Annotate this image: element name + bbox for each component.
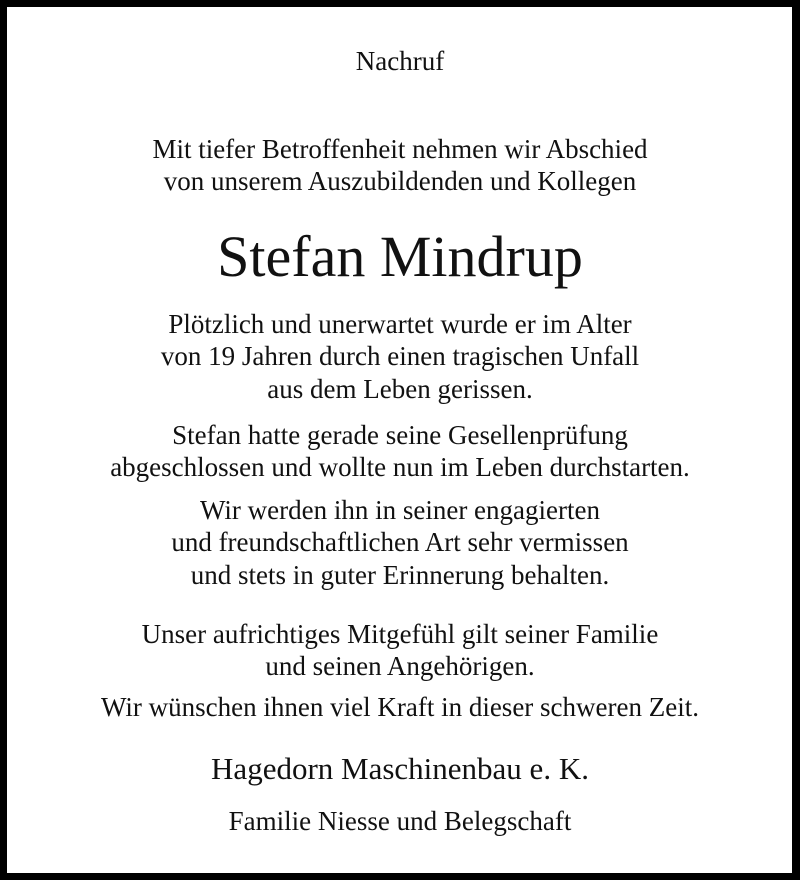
text-line: aus dem Leben gerissen. [267, 374, 533, 404]
intro-line: Mit tiefer Betroffenheit nehmen wir Abschied [152, 134, 648, 164]
text-line: Wir werden ihn in seiner engagierten [199, 495, 600, 525]
deceased-name: Stefan Mindrup [217, 224, 583, 289]
heading: Nachruf [355, 46, 445, 76]
text-line: und stets in guter Erinnerung behalten. [190, 560, 610, 590]
intro-line: von unserem Auszubildenden und Kollegen [163, 166, 637, 196]
signature: Familie Niesse und Belegschaft [228, 806, 572, 836]
text-line: von 19 Jahren durch einen tragischen Unfall [160, 341, 640, 371]
text-line: abgeschlossen und wollte nun im Leben durchstarten. [110, 452, 690, 482]
text-line: und seinen Angehörigen. [265, 651, 535, 681]
text-line: Plötzlich und unerwartet wurde er im Alter [168, 309, 632, 339]
company-name: Hagedorn Maschinenbau e. K. [211, 751, 589, 786]
text-line: Stefan hatte gerade seine Gesellenprüfung [172, 420, 628, 450]
text-line: und freundschaftlichen Art sehr vermissen [171, 527, 629, 557]
text-line: Wir wünschen ihnen viel Kraft in dieser schweren Zeit. [101, 692, 699, 722]
text-line: Unser aufrichtiges Mitgefühl gilt seiner Familie [141, 619, 659, 649]
